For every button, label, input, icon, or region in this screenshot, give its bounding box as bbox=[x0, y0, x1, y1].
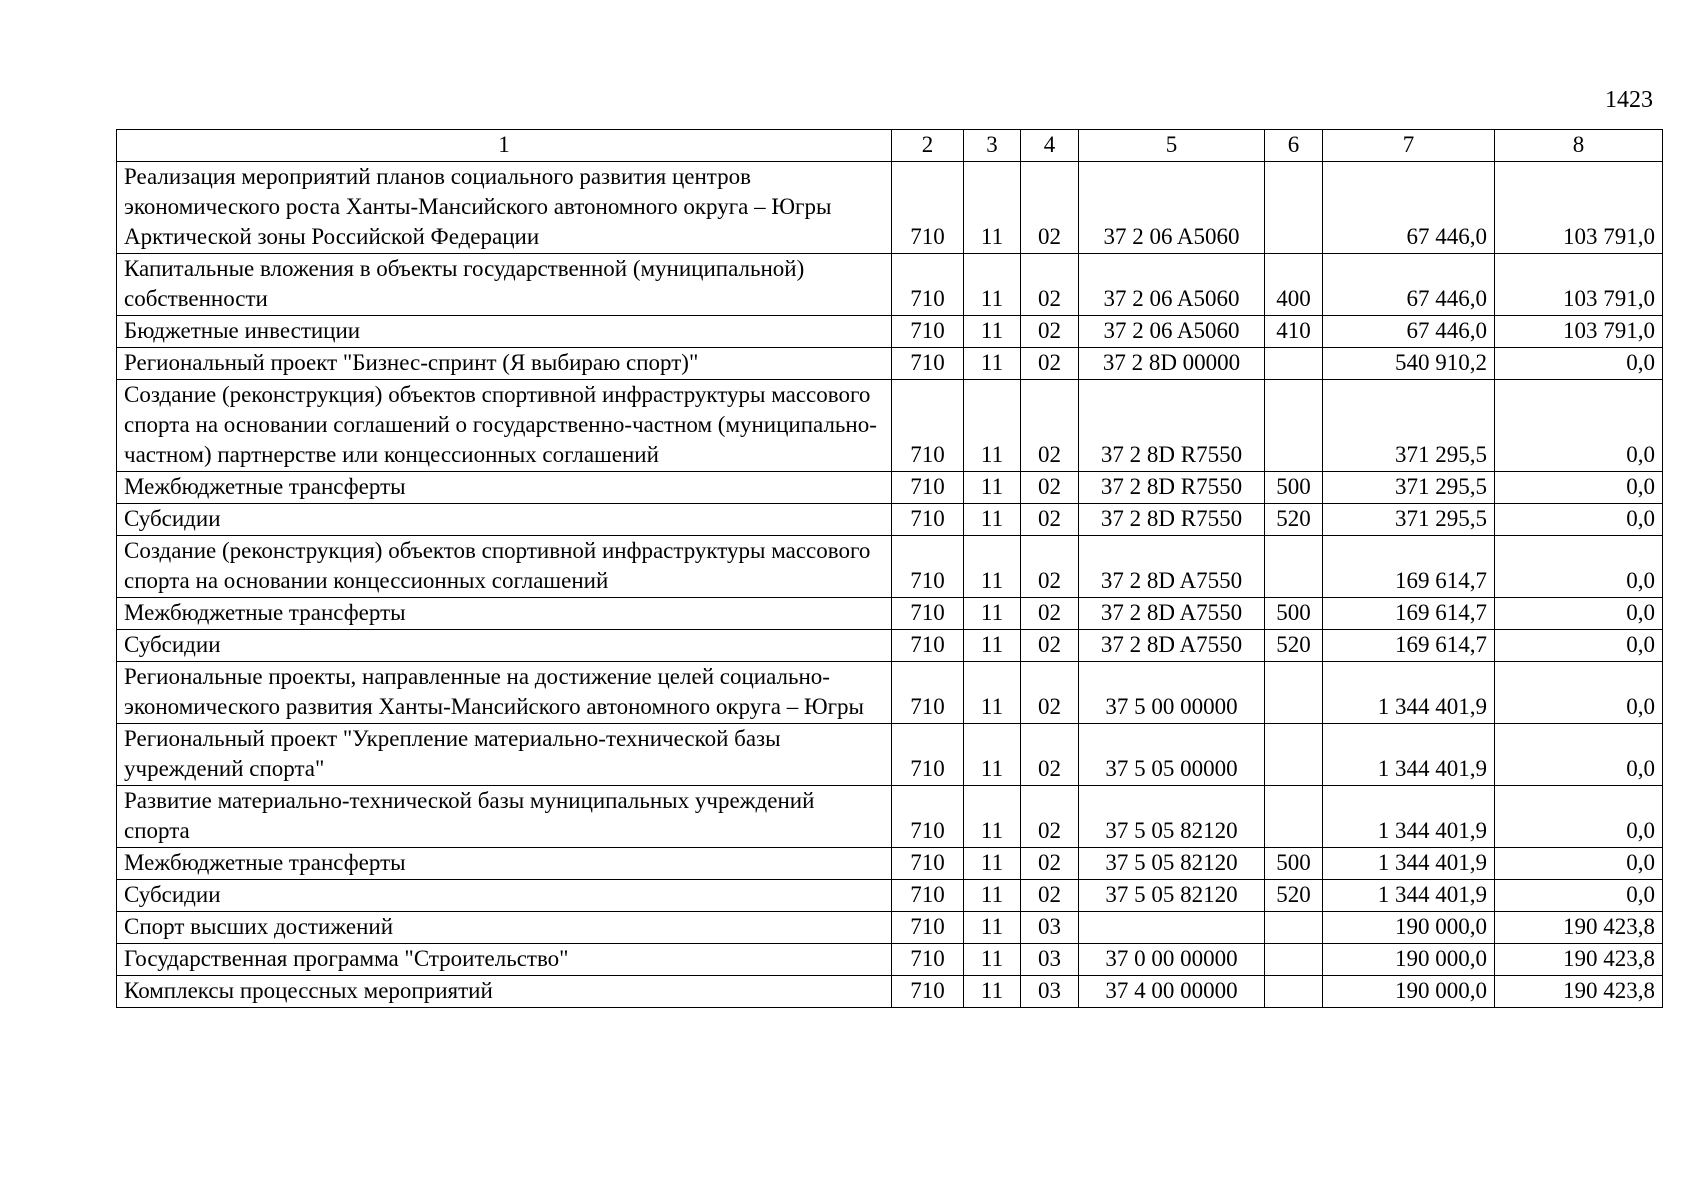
item-name-cell: Реализация мероприятий планов социального развития центров экономического роста Ханты-Мансийского автономного округа – Югры Арктической зоны Российской Федерации bbox=[117, 162, 892, 254]
table-row bbox=[117, 724, 1663, 786]
subsection-code-cell: 03 bbox=[1021, 944, 1079, 976]
item-name-cell: Межбюджетные трансферты bbox=[117, 848, 892, 880]
subsection-code-cell: 02 bbox=[1021, 380, 1079, 472]
target-article-code-cell: 37 2 8D 00000 bbox=[1079, 348, 1265, 380]
table-row bbox=[117, 976, 1663, 1008]
ministry-code-cell: 710 bbox=[892, 254, 964, 316]
expense-type-code-cell bbox=[1265, 380, 1323, 472]
target-article-code-cell: 37 2 06 A5060 bbox=[1079, 162, 1265, 254]
item-name-cell: Региональные проекты, направленные на достижение целей социально-экономического развития Ханты-Мансийского автономного округа – Югры bbox=[117, 662, 892, 724]
item-name-cell: Межбюджетные трансферты bbox=[117, 598, 892, 630]
amount-col-7-cell: 371 295,5 bbox=[1323, 504, 1495, 536]
amount-col-7-cell: 1 344 401,9 bbox=[1323, 880, 1495, 912]
item-name-cell: Субсидии bbox=[117, 504, 892, 536]
amount-col-7-cell: 1 344 401,9 bbox=[1323, 786, 1495, 848]
section-code-cell: 11 bbox=[964, 944, 1021, 976]
amount-col-8-cell: 0,0 bbox=[1495, 630, 1663, 662]
expense-type-code-cell bbox=[1265, 944, 1323, 976]
amount-col-7-cell: 169 614,7 bbox=[1323, 536, 1495, 598]
subsection-code-cell: 02 bbox=[1021, 316, 1079, 348]
expense-type-code-cell: 400 bbox=[1265, 254, 1323, 316]
table-row bbox=[117, 536, 1663, 598]
amount-col-7-cell: 190 000,0 bbox=[1323, 976, 1495, 1008]
section-code-cell: 11 bbox=[964, 912, 1021, 944]
amount-col-8-cell: 0,0 bbox=[1495, 536, 1663, 598]
amount-col-7-cell: 190 000,0 bbox=[1323, 912, 1495, 944]
amount-col-8-cell: 103 791,0 bbox=[1495, 162, 1663, 254]
expense-type-code-cell bbox=[1265, 162, 1323, 254]
amount-col-8-cell: 0,0 bbox=[1495, 380, 1663, 472]
target-article-code-cell: 37 5 05 82120 bbox=[1079, 880, 1265, 912]
subsection-code-cell: 02 bbox=[1021, 536, 1079, 598]
item-name-cell: Создание (реконструкция) объектов спортивной инфраструктуры массового спорта на основании соглашений о государственно-частном (муниципально-частном) партнерстве или концессионных соглашений bbox=[117, 380, 892, 472]
expense-type-code-cell: 520 bbox=[1265, 504, 1323, 536]
item-name-cell: Создание (реконструкция) объектов спортивной инфраструктуры массового спорта на основании концессионных соглашений bbox=[117, 536, 892, 598]
section-code-cell: 11 bbox=[964, 316, 1021, 348]
table-row bbox=[117, 504, 1663, 536]
ministry-code-cell: 710 bbox=[892, 724, 964, 786]
target-article-code-cell: 37 4 00 00000 bbox=[1079, 976, 1265, 1008]
target-article-code-cell: 37 0 00 00000 bbox=[1079, 944, 1265, 976]
expense-type-code-cell bbox=[1265, 912, 1323, 944]
amount-col-8-cell: 103 791,0 bbox=[1495, 316, 1663, 348]
amount-col-8-cell: 190 423,8 bbox=[1495, 944, 1663, 976]
expense-type-code-cell: 500 bbox=[1265, 472, 1323, 504]
amount-col-8-cell: 0,0 bbox=[1495, 472, 1663, 504]
item-name-cell: Комплексы процессных мероприятий bbox=[117, 976, 892, 1008]
target-article-code-cell: 37 2 8D R7550 bbox=[1079, 380, 1265, 472]
amount-col-7-cell: 371 295,5 bbox=[1323, 472, 1495, 504]
item-name-cell: Межбюджетные трансферты bbox=[117, 472, 892, 504]
target-article-code-cell: 37 2 8D R7550 bbox=[1079, 472, 1265, 504]
subsection-code-cell: 02 bbox=[1021, 848, 1079, 880]
section-code-cell: 11 bbox=[964, 472, 1021, 504]
ministry-code-cell: 710 bbox=[892, 912, 964, 944]
ministry-code-cell: 710 bbox=[892, 316, 964, 348]
subsection-code-cell: 02 bbox=[1021, 786, 1079, 848]
subsection-code-cell: 02 bbox=[1021, 630, 1079, 662]
amount-col-7-cell: 169 614,7 bbox=[1323, 630, 1495, 662]
table-row bbox=[117, 598, 1663, 630]
item-name-cell: Развитие материально-технической базы муниципальных учреждений спорта bbox=[117, 786, 892, 848]
page-number: 1423 bbox=[1605, 87, 1653, 113]
expense-type-code-cell: 500 bbox=[1265, 598, 1323, 630]
amount-col-7-cell: 1 344 401,9 bbox=[1323, 724, 1495, 786]
amount-col-8-cell: 190 423,8 bbox=[1495, 912, 1663, 944]
ministry-code-cell: 710 bbox=[892, 880, 964, 912]
subsection-code-cell: 02 bbox=[1021, 662, 1079, 724]
amount-col-8-cell: 0,0 bbox=[1495, 598, 1663, 630]
table-row bbox=[117, 912, 1663, 944]
expense-type-code-cell: 520 bbox=[1265, 630, 1323, 662]
ministry-code-cell: 710 bbox=[892, 786, 964, 848]
target-article-code-cell bbox=[1079, 912, 1265, 944]
target-article-code-cell: 37 5 05 82120 bbox=[1079, 848, 1265, 880]
amount-col-8-cell: 103 791,0 bbox=[1495, 254, 1663, 316]
amount-col-8-cell: 0,0 bbox=[1495, 848, 1663, 880]
ministry-code-cell: 710 bbox=[892, 662, 964, 724]
subsection-code-cell: 02 bbox=[1021, 880, 1079, 912]
subsection-code-cell: 02 bbox=[1021, 472, 1079, 504]
section-code-cell: 11 bbox=[964, 162, 1021, 254]
table-row bbox=[117, 880, 1663, 912]
header-cell: 8 bbox=[1495, 130, 1663, 162]
item-name-cell: Государственная программа "Строительство" bbox=[117, 944, 892, 976]
table-row bbox=[117, 472, 1663, 504]
expense-type-code-cell bbox=[1265, 536, 1323, 598]
ministry-code-cell: 710 bbox=[892, 380, 964, 472]
ministry-code-cell: 710 bbox=[892, 630, 964, 662]
table-body bbox=[117, 162, 1663, 1008]
expense-type-code-cell bbox=[1265, 662, 1323, 724]
ministry-code-cell: 710 bbox=[892, 504, 964, 536]
item-name-cell: Региональный проект "Укрепление материально-технической базы учреждений спорта" bbox=[117, 724, 892, 786]
amount-col-8-cell: 190 423,8 bbox=[1495, 976, 1663, 1008]
ministry-code-cell: 710 bbox=[892, 976, 964, 1008]
section-code-cell: 11 bbox=[964, 536, 1021, 598]
section-code-cell: 11 bbox=[964, 848, 1021, 880]
section-code-cell: 11 bbox=[964, 662, 1021, 724]
ministry-code-cell: 710 bbox=[892, 536, 964, 598]
amount-col-7-cell: 169 614,7 bbox=[1323, 598, 1495, 630]
target-article-code-cell: 37 2 8D A7550 bbox=[1079, 598, 1265, 630]
header-cell: 7 bbox=[1323, 130, 1495, 162]
subsection-code-cell: 02 bbox=[1021, 162, 1079, 254]
amount-col-7-cell: 67 446,0 bbox=[1323, 162, 1495, 254]
expense-type-code-cell bbox=[1265, 724, 1323, 786]
target-article-code-cell: 37 2 8D R7550 bbox=[1079, 504, 1265, 536]
expense-type-code-cell bbox=[1265, 976, 1323, 1008]
amount-col-7-cell: 190 000,0 bbox=[1323, 944, 1495, 976]
amount-col-8-cell: 0,0 bbox=[1495, 880, 1663, 912]
target-article-code-cell: 37 2 06 A5060 bbox=[1079, 254, 1265, 316]
table-row bbox=[117, 786, 1663, 848]
subsection-code-cell: 02 bbox=[1021, 598, 1079, 630]
item-name-cell: Субсидии bbox=[117, 880, 892, 912]
ministry-code-cell: 710 bbox=[892, 348, 964, 380]
header-cell: 3 bbox=[964, 130, 1021, 162]
target-article-code-cell: 37 5 05 00000 bbox=[1079, 724, 1265, 786]
amount-col-7-cell: 371 295,5 bbox=[1323, 380, 1495, 472]
subsection-code-cell: 02 bbox=[1021, 724, 1079, 786]
table-row bbox=[117, 254, 1663, 316]
table-row bbox=[117, 348, 1663, 380]
header-cell: 2 bbox=[892, 130, 964, 162]
ministry-code-cell: 710 bbox=[892, 598, 964, 630]
header-cell: 4 bbox=[1021, 130, 1079, 162]
item-name-cell: Региональный проект "Бизнес-спринт (Я выбираю спорт)" bbox=[117, 348, 892, 380]
item-name-cell: Спорт высших достижений bbox=[117, 912, 892, 944]
item-name-cell: Бюджетные инвестиции bbox=[117, 316, 892, 348]
table-row bbox=[117, 162, 1663, 254]
expense-type-code-cell: 520 bbox=[1265, 880, 1323, 912]
target-article-code-cell: 37 5 00 00000 bbox=[1079, 662, 1265, 724]
table-row bbox=[117, 316, 1663, 348]
header-row bbox=[117, 130, 1663, 162]
subsection-code-cell: 02 bbox=[1021, 254, 1079, 316]
ministry-code-cell: 710 bbox=[892, 472, 964, 504]
amount-col-8-cell: 0,0 bbox=[1495, 348, 1663, 380]
target-article-code-cell: 37 5 05 82120 bbox=[1079, 786, 1265, 848]
amount-col-8-cell: 0,0 bbox=[1495, 786, 1663, 848]
header-cell: 1 bbox=[117, 130, 892, 162]
item-name-cell: Капитальные вложения в объекты государственной (муниципальной) собственности bbox=[117, 254, 892, 316]
section-code-cell: 11 bbox=[964, 724, 1021, 786]
ministry-code-cell: 710 bbox=[892, 848, 964, 880]
amount-col-7-cell: 1 344 401,9 bbox=[1323, 848, 1495, 880]
amount-col-7-cell: 540 910,2 bbox=[1323, 348, 1495, 380]
section-code-cell: 11 bbox=[964, 976, 1021, 1008]
amount-col-8-cell: 0,0 bbox=[1495, 504, 1663, 536]
table-row bbox=[117, 848, 1663, 880]
subsection-code-cell: 02 bbox=[1021, 504, 1079, 536]
table-row bbox=[117, 380, 1663, 472]
section-code-cell: 11 bbox=[964, 786, 1021, 848]
section-code-cell: 11 bbox=[964, 254, 1021, 316]
section-code-cell: 11 bbox=[964, 598, 1021, 630]
target-article-code-cell: 37 2 8D A7550 bbox=[1079, 630, 1265, 662]
section-code-cell: 11 bbox=[964, 630, 1021, 662]
amount-col-7-cell: 1 344 401,9 bbox=[1323, 662, 1495, 724]
header-cell: 5 bbox=[1079, 130, 1265, 162]
amount-col-7-cell: 67 446,0 bbox=[1323, 316, 1495, 348]
item-name-cell: Субсидии bbox=[117, 630, 892, 662]
expense-type-code-cell: 500 bbox=[1265, 848, 1323, 880]
amount-col-7-cell: 67 446,0 bbox=[1323, 254, 1495, 316]
amount-col-8-cell: 0,0 bbox=[1495, 724, 1663, 786]
amount-col-8-cell: 0,0 bbox=[1495, 662, 1663, 724]
table-row bbox=[117, 662, 1663, 724]
ministry-code-cell: 710 bbox=[892, 944, 964, 976]
subsection-code-cell: 03 bbox=[1021, 912, 1079, 944]
subsection-code-cell: 02 bbox=[1021, 348, 1079, 380]
section-code-cell: 11 bbox=[964, 348, 1021, 380]
expense-type-code-cell bbox=[1265, 348, 1323, 380]
expense-type-code-cell: 410 bbox=[1265, 316, 1323, 348]
section-code-cell: 11 bbox=[964, 380, 1021, 472]
target-article-code-cell: 37 2 8D A7550 bbox=[1079, 536, 1265, 598]
table-row bbox=[117, 944, 1663, 976]
header-cell: 6 bbox=[1265, 130, 1323, 162]
section-code-cell: 11 bbox=[964, 504, 1021, 536]
target-article-code-cell: 37 2 06 A5060 bbox=[1079, 316, 1265, 348]
budget-table bbox=[116, 129, 1663, 1008]
section-code-cell: 11 bbox=[964, 880, 1021, 912]
subsection-code-cell: 03 bbox=[1021, 976, 1079, 1008]
ministry-code-cell: 710 bbox=[892, 162, 964, 254]
table-row bbox=[117, 630, 1663, 662]
expense-type-code-cell bbox=[1265, 786, 1323, 848]
